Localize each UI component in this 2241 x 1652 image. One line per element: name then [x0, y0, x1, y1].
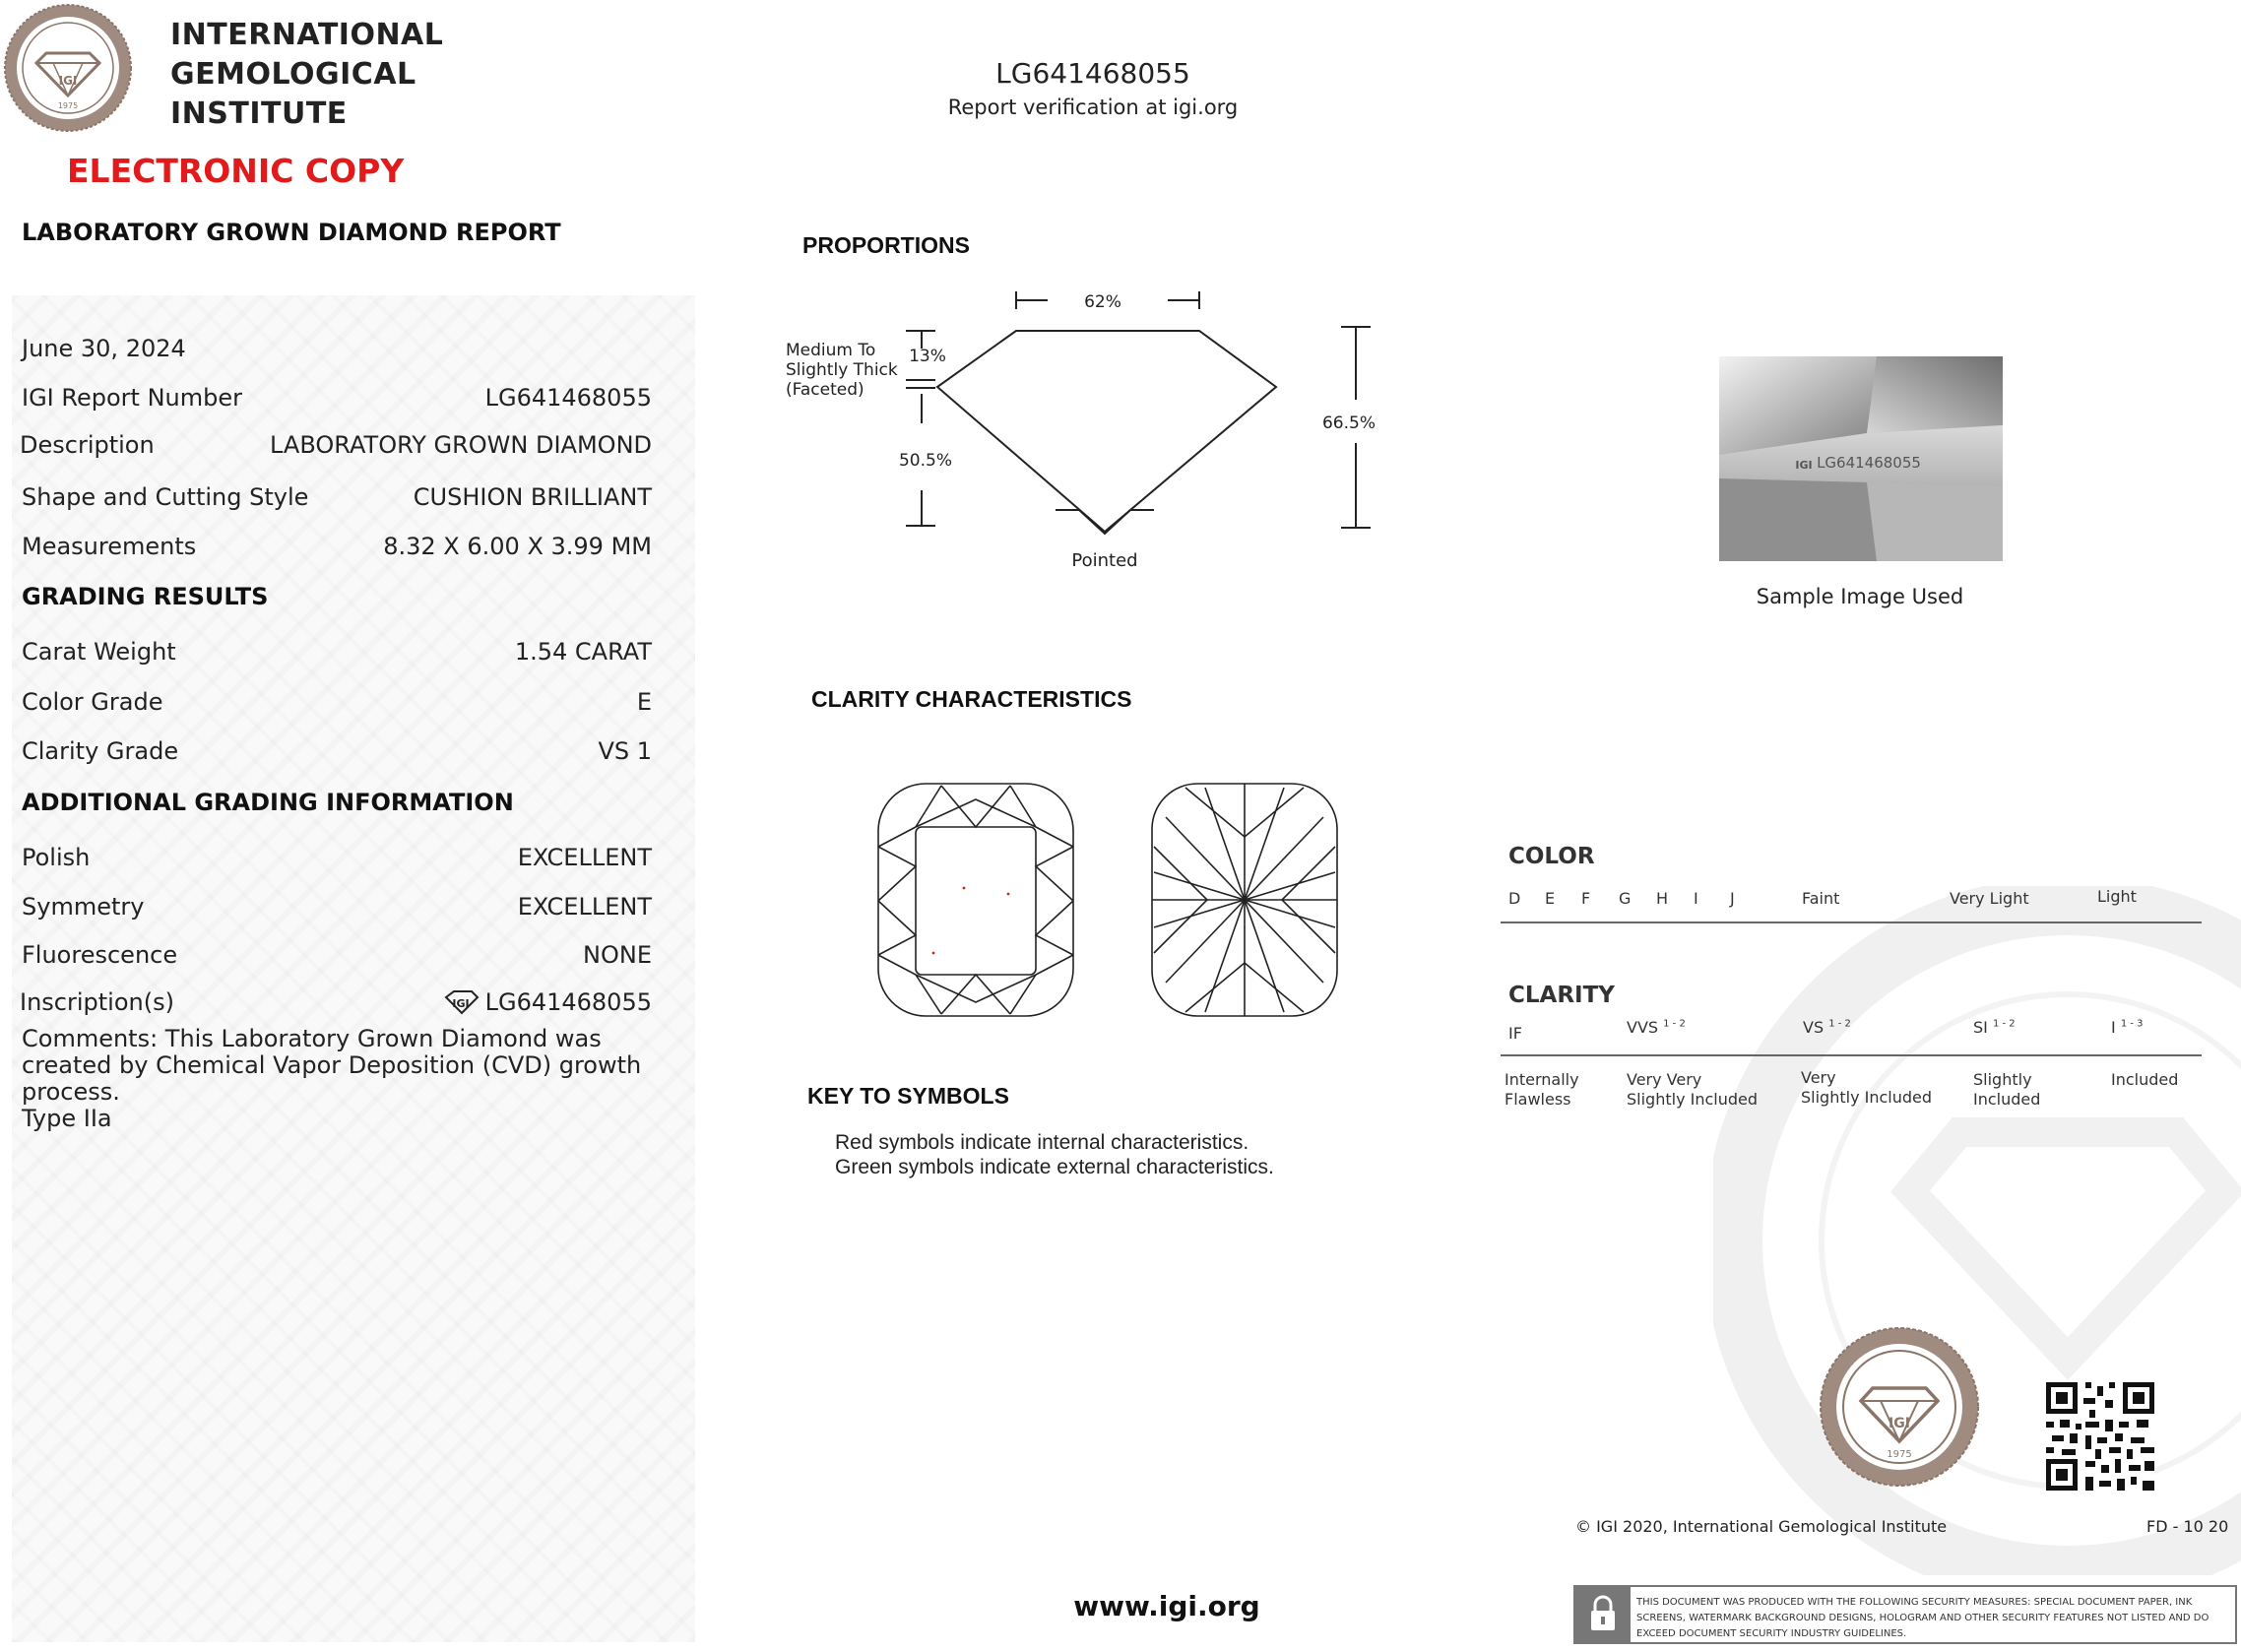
svg-text:IGI: IGI: [1889, 1416, 1910, 1431]
clarity-code-vvs: VVS $^{1 - 2}$: [1627, 1018, 1686, 1037]
color-letter-f: F: [1581, 889, 1591, 908]
clarity-desc-if: Internally Flawless: [1505, 1070, 1579, 1109]
table-percent: 62%: [1084, 292, 1121, 312]
color-desc-light: Light: [2097, 887, 2137, 906]
carat-weight-label: Carat Weight: [22, 638, 176, 666]
igi-mini-logo-icon: [442, 989, 480, 1015]
inclusion-mark: [963, 887, 966, 890]
svg-text:1975: 1975: [57, 101, 79, 110]
clarity-scale-rule: [1501, 1054, 2202, 1056]
clarity-grade-label: Clarity Grade: [22, 737, 179, 765]
description-value: LABORATORY GROWN DIAMOND: [270, 431, 652, 459]
girdle-label: [786, 341, 898, 400]
diamond-profile-shape: [937, 331, 1276, 532]
comments-block: [22, 1026, 652, 1132]
org-name-line-3: INSTITUTE: [170, 96, 348, 131]
color-scale-rule: [1501, 921, 2202, 923]
key-to-symbols-heading: KEY TO SYMBOLS: [807, 1083, 1009, 1109]
clarity-scale-heading: CLARITY: [1508, 983, 1615, 1008]
color-grade-label: Color Grade: [22, 688, 163, 716]
plot-pavilion-view: [1146, 778, 1343, 1024]
fluorescence-label: Fluorescence: [22, 941, 178, 969]
clarity-code-vs: VS $^{1 - 2}$: [1803, 1018, 1851, 1037]
girdle-line: (Faceted): [786, 380, 864, 400]
symmetry-value: EXCELLENT: [517, 893, 652, 921]
color-scale-heading: COLOR: [1508, 844, 1595, 869]
clarity-code-if: IF: [1508, 1024, 1522, 1043]
fluorescence-value: NONE: [583, 941, 652, 969]
org-name-line-1: INTERNATIONAL: [170, 18, 444, 52]
clarity-code-si: SI $^{1 - 2}$: [1973, 1018, 2016, 1037]
report-number-value: LG641468055: [484, 384, 652, 412]
clarity-desc-vvs: Very Very Slightly Included: [1627, 1070, 1759, 1109]
inclusion-mark: [932, 952, 935, 955]
security-notice-box: [1573, 1585, 2237, 1644]
girdle-line: Slightly Thick: [786, 360, 898, 380]
proportions-diagram: [778, 286, 1388, 581]
clarity-grade-value: VS 1: [598, 737, 652, 765]
polish-label: Polish: [22, 844, 91, 871]
culet-label: Pointed: [1071, 550, 1138, 571]
inclusion-mark: [1007, 893, 1010, 896]
copyright-notice: © IGI 2020, International Gemological Institute: [1575, 1517, 1948, 1536]
comments-line: Comments: This Laboratory Grown Diamond was: [22, 1025, 602, 1052]
inscription-value-group: [442, 988, 652, 1016]
clarity-characteristics-heading: CLARITY CHARACTERISTICS: [811, 686, 1132, 712]
measurements-value: 8.32 X 6.00 X 3.99 MM: [383, 533, 652, 560]
inscription-value: LG641468055: [484, 988, 652, 1016]
comments-line: created by Chemical Vapor Deposition (CVD) growth: [22, 1051, 642, 1079]
key-line-external: Green symbols indicate external characteristics.: [835, 1156, 1274, 1178]
pavilion-percent: 50.5%: [898, 451, 953, 471]
type-note: Type IIa: [22, 1105, 112, 1132]
shape-value: CUSHION BRILLIANT: [413, 483, 652, 511]
report-number-label: IGI Report Number: [22, 384, 242, 412]
measurements-label: Measurements: [22, 533, 197, 560]
shape-label: Shape and Cutting Style: [22, 483, 309, 511]
grading-results-heading: GRADING RESULTS: [22, 583, 269, 610]
key-to-symbols-text: [835, 1130, 1274, 1179]
plot-crown-view: [872, 778, 1079, 1024]
lock-icon: [1575, 1587, 1631, 1642]
clarity-desc-si: Slightly Included: [1973, 1070, 2041, 1109]
igi-seal-logo: [2, 2, 134, 134]
clarity-desc-vs: Very Slightly Included: [1801, 1068, 1933, 1107]
color-letter-j: J: [1730, 889, 1735, 908]
color-desc-faint: Faint: [1802, 889, 1840, 908]
report-date: June 30, 2024: [22, 335, 186, 362]
svg-text:IGI: IGI: [58, 74, 78, 88]
carat-weight-value: 1.54 CARAT: [514, 638, 652, 666]
color-letter-d: D: [1508, 889, 1521, 908]
sample-image-caption: Sample Image Used: [1756, 585, 1964, 608]
color-desc-very-light: Very Light: [1950, 889, 2029, 908]
svg-text:IGI: IGI: [1795, 459, 1813, 472]
symmetry-label: Symmetry: [22, 893, 145, 921]
svg-text:IGI: IGI: [451, 997, 470, 1010]
qr-code[interactable]: [2046, 1382, 2154, 1491]
crown-percent: 13%: [909, 347, 946, 366]
key-line-internal: Red symbols indicate internal characteristics.: [835, 1131, 1249, 1154]
polish-value: EXCELLENT: [517, 844, 652, 871]
electronic-copy-label: ELECTRONIC COPY: [67, 152, 405, 190]
proportions-heading: PROPORTIONS: [802, 232, 970, 258]
sample-inscription-text: LG641468055: [1817, 454, 1921, 472]
report-title: LABORATORY GROWN DIAMOND REPORT: [22, 219, 561, 246]
girdle-line: Medium To: [786, 341, 876, 360]
report-number-header: LG641468055: [995, 57, 1190, 90]
svg-text:1975: 1975: [1887, 1449, 1912, 1460]
org-name-line-2: GEMOLOGICAL: [170, 57, 416, 92]
comments-line: process.: [22, 1078, 120, 1106]
inscription-label: Inscription(s): [20, 988, 174, 1016]
clarity-desc-i: Included: [2111, 1070, 2179, 1089]
additional-info-heading: ADDITIONAL GRADING INFORMATION: [22, 789, 514, 816]
security-notice-text: THIS DOCUMENT WAS PRODUCED WITH THE FOLLOWING SECURITY MEASURES: SPECIAL DOCUMENT PAPER, INK SCREENS, WATERMARK BACKGROUND DESIGNS, HOLOGRAM AND OTHER SECURITY FEATURES NOT LISTED AND DO EXCEED DOCUMENT SECURITY INDUSTRY GUIDELINES.: [1636, 1597, 2209, 1639]
form-code: FD - 10 20: [2146, 1517, 2229, 1536]
igi-seal-bottom: [1818, 1325, 1981, 1489]
depth-percent: 66.5%: [1321, 413, 1377, 433]
description-label: Description: [20, 431, 155, 459]
sample-inscription-image: [1719, 356, 2003, 561]
color-letter-g: G: [1619, 889, 1632, 908]
color-letter-i: I: [1694, 889, 1698, 908]
website-link[interactable]: www.igi.org: [1073, 1590, 1260, 1622]
color-grade-value: E: [636, 688, 652, 716]
color-letter-h: H: [1656, 889, 1669, 908]
clarity-code-i: I $^{1 - 3}$: [2111, 1018, 2144, 1037]
color-letter-e: E: [1545, 889, 1556, 908]
verification-note: Report verification at igi.org: [947, 95, 1239, 119]
